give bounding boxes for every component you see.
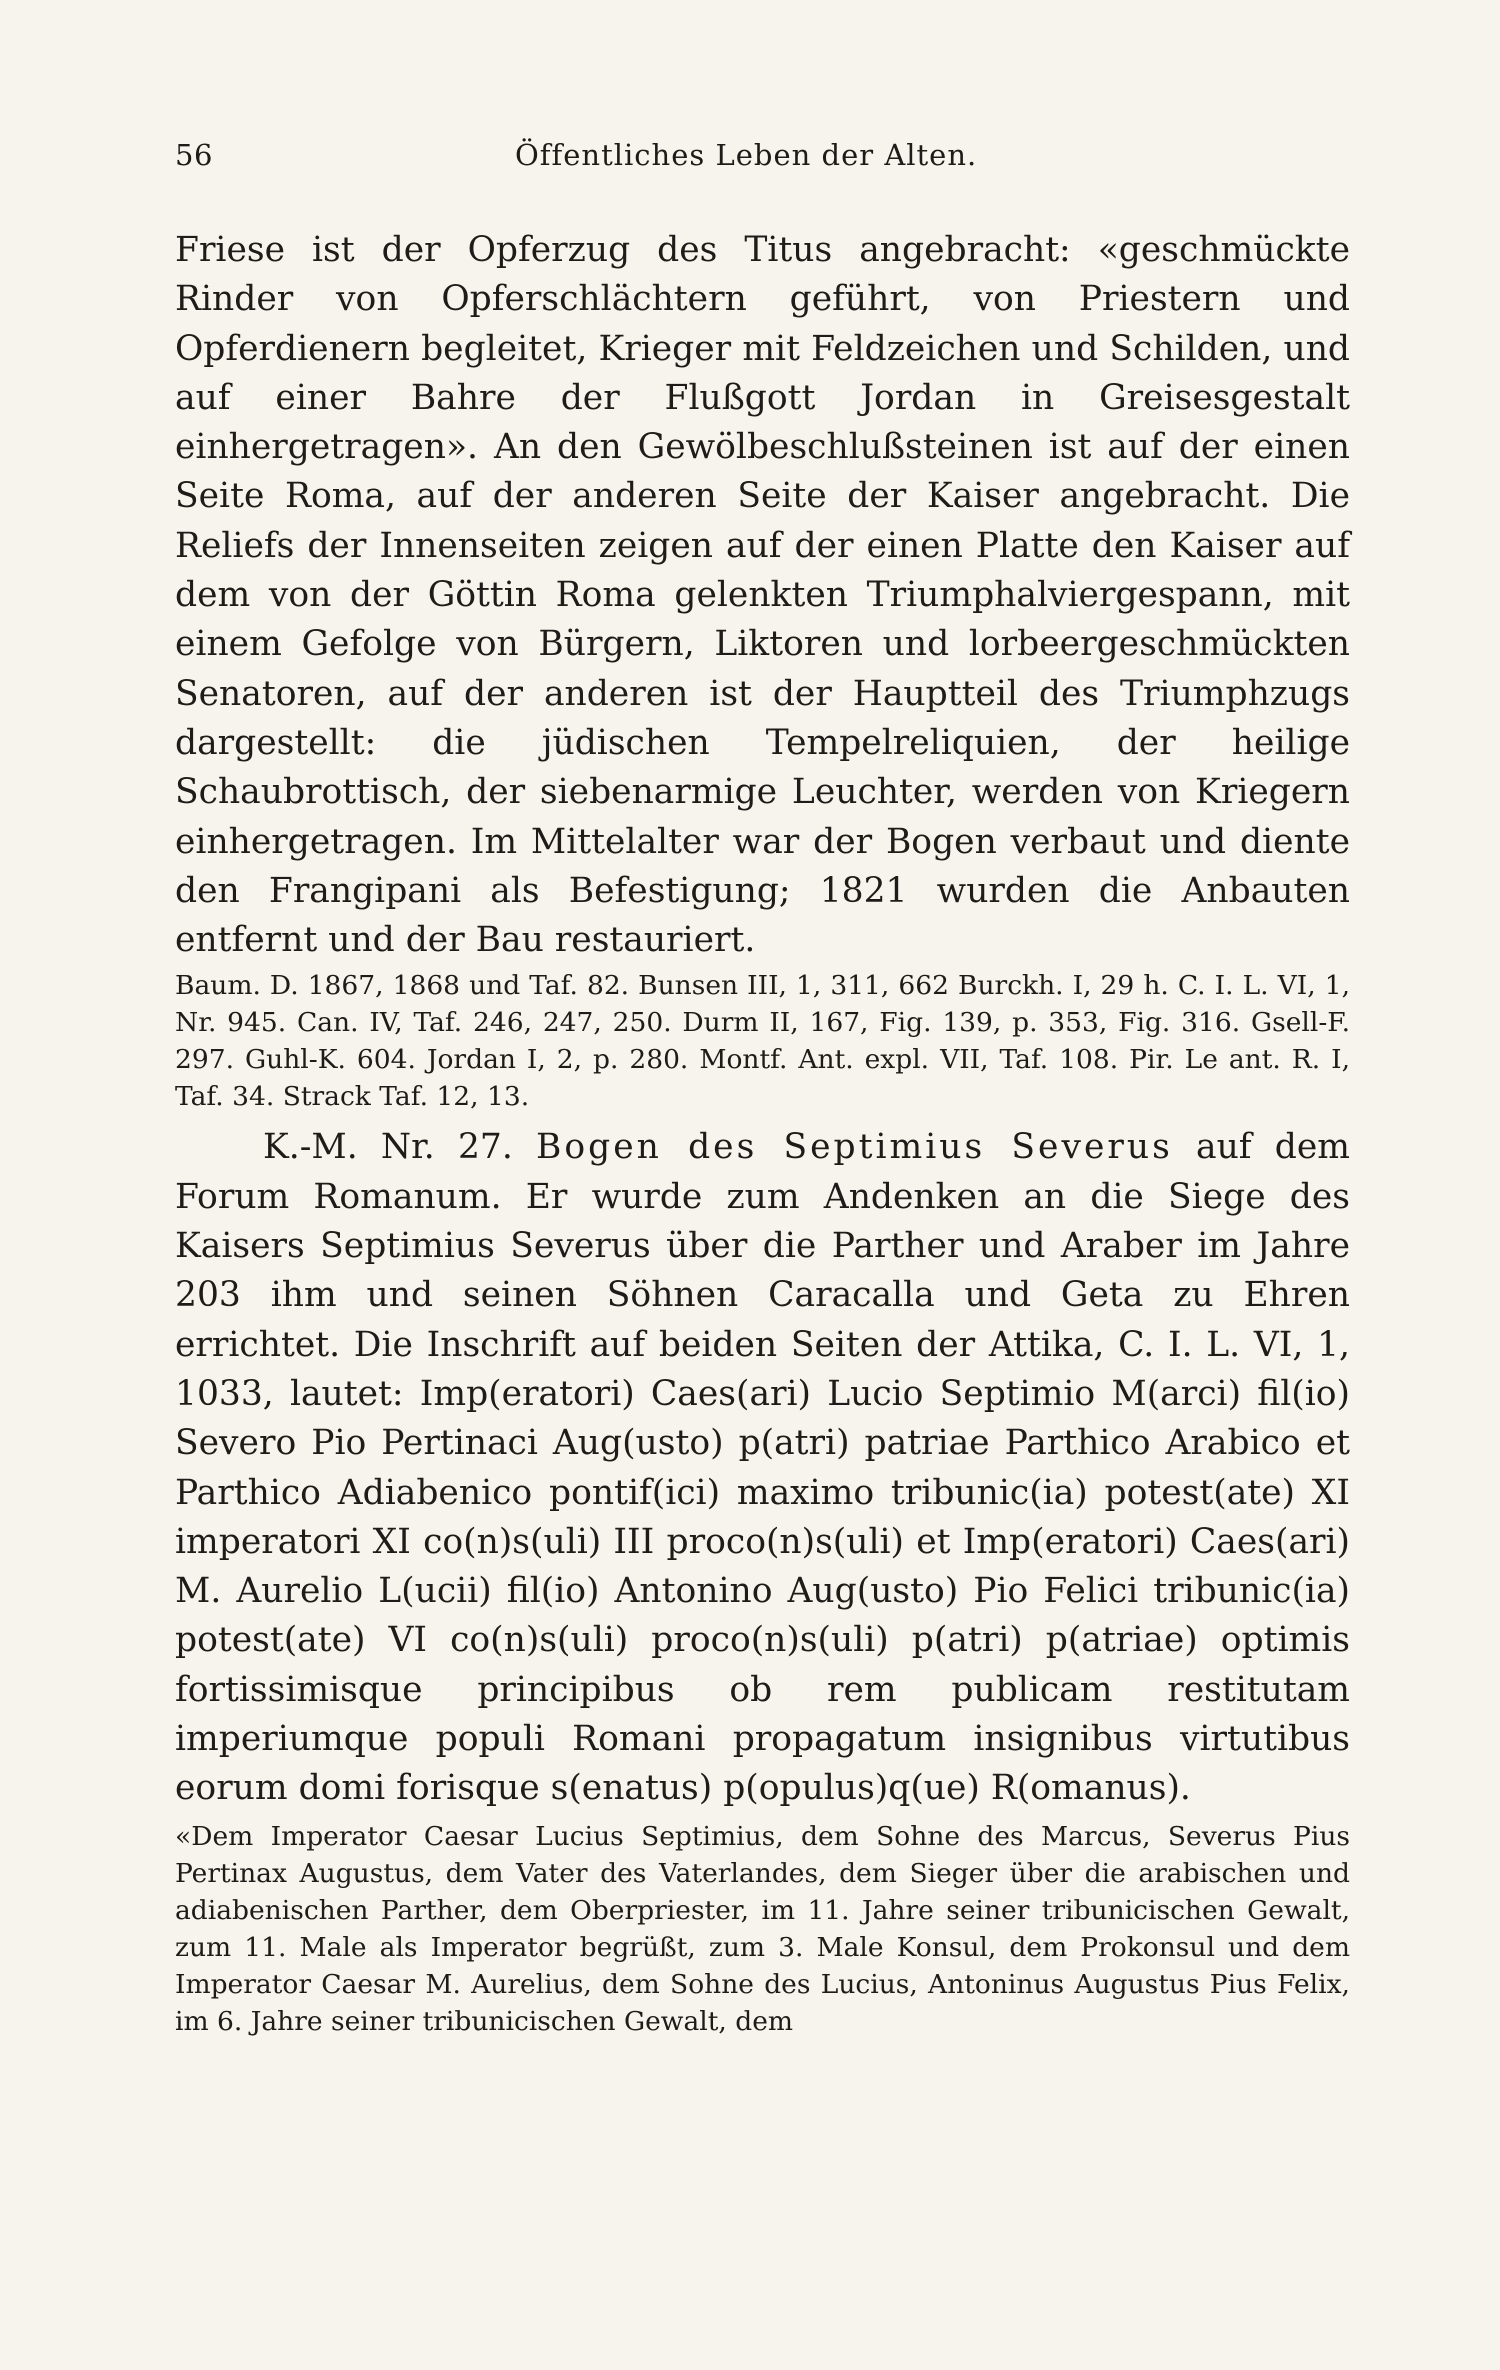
monument-title: Bogen des Septimius Severus: [536, 1127, 1173, 1168]
catalogue-number: K.-M. Nr. 27.: [263, 1127, 513, 1168]
running-title: Öffentliches Leben der Alten.: [515, 138, 978, 172]
bibliography-note: Baum. D. 1867, 1868 und Taf. 82. Bunsen III, 1, 311, 662 Burckh. I, 29 h. C. I. L. VI, 1, Nr. 945. Can. IV, Taf. 246, 247, 250. Durm II, 167, Fig. 139, p. 353, Fig. 316. Gsell-F. 297. Guhl-K. 604. Jordan I, 2, p. 280. Montf. Ant. expl. VII, Taf. 108. Pir. Le ant. R. I, Taf. 34. Strack Taf. 12, 13.: [175, 970, 1350, 1113]
paragraph-septimius-text: auf dem Forum Romanum. Er wurde zum Andenken an die Siege des Kaisers Septimius Severus über die Parther und Araber im Jahre 203 ihm und seinen Söhnen Caracalla und Geta zu Ehren errichtet. Die Inschrift auf beiden Seiten der Attika, C. I. L. VI, 1, 1033, lautet: Imp(eratori) Caes(ari) Lucio Septimio M(arci) fil(io) Severo Pio Pertinaci Aug(usto) p(atri) patriae Parthico Arabico et Parthico Adiabenico pontif(ici) maximo tribunic(ia) potest(ate) XI imperatori XI co(n)s(uli) III proco(n)s(uli) et Imp(eratori) Caes(ari) M. Aurelio L(ucii) fil(io) Antonino Aug(usto) Pio Felici tribunic(ia) potest(ate) VI co(n)s(uli) proco(n)s(uli) p(atri) p(atriae) optimis fortissimisque principibus ob rem publicam restitutam imperiumque populi Romani propagatum insignibus virtutibus eorum domi forisque s(enatus) p(opulus)q(ue) R(omanus).: [175, 1127, 1350, 1809]
inscription-translation: «Dem Imperator Caesar Lucius Septimius, dem Sohne des Marcus, Severus Pius Pertinax Augustus, dem Vater des Vaterlandes, dem Sieger über die arabischen und adiabenischen Parther, dem Oberpriester, im 11. Jahre seiner tribunicischen Gewalt, zum 11. Male als Imperator begrüßt, zum 3. Male Konsul, dem Prokonsul und dem Imperator Caesar M. Aurelius, dem Sohne des Lucius, Antoninus Augustus Pius Felix, im 6. Jahre seiner tribunicischen Gewalt, dem: [175, 1820, 1350, 2037]
page-number: 56: [175, 138, 213, 172]
paragraph-titus-arch: Friese ist der Opferzug des Titus angebracht: «geschmückte Rinder von Opferschlächtern geführt, von Priestern und Opferdienern begleitet, Krieger mit Feldzeichen und Schilden, und auf einer Bahre der Flußgott Jordan in Greisesgestalt einhergetragen». An den Gewölbeschlußsteinen ist auf der einen Seite Roma, auf der anderen Seite der Kaiser angebracht. Die Reliefs der Innenseiten zeigen auf der einen Platte den Kaiser auf dem von der Göttin Roma gelenkten Triumphalviergespann, mit einem Gefolge von Bürgern, Liktoren und lorbeergeschmückten Senatoren, auf der anderen ist der Hauptteil des Triumphzugs dargestellt: die jüdischen Tempelreliquien, der heilige Schaubrottisch, der siebenarmige Leuchter, werden von Kriegern einhergetragen. Im Mittelalter war der Bogen verbaut und diente den Frangipani als Befestigung; 1821 wurden die Anbauten entfernt und der Bau restauriert.: [175, 230, 1350, 961]
paragraph-septimius-arch: [175, 1123, 1350, 1813]
running-head: [175, 138, 1350, 178]
